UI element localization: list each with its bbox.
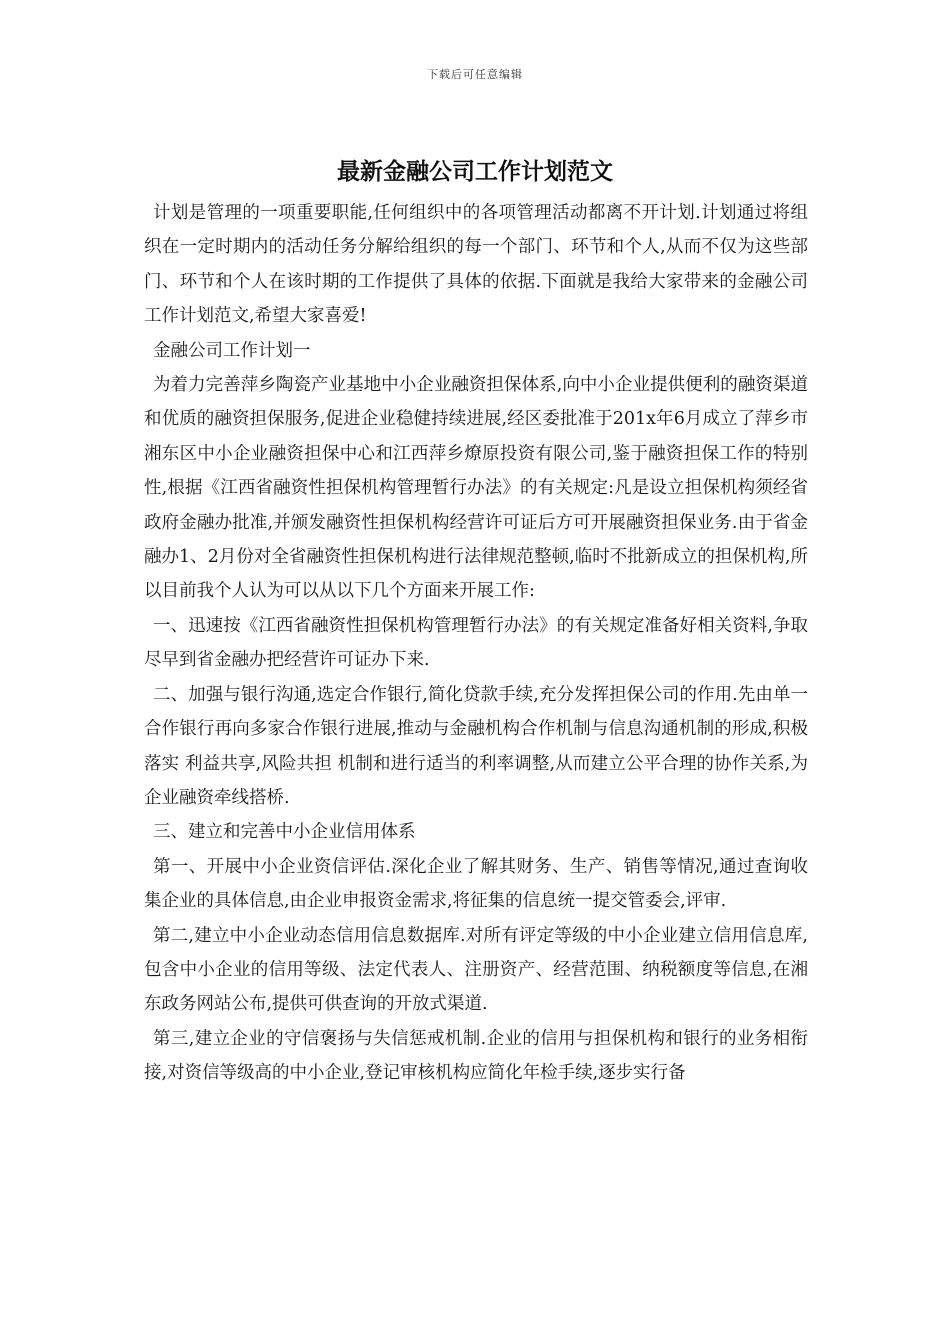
document-title: 最新金融公司工作计划范文 [337, 158, 613, 185]
intro-paragraph: 计划是管理的一项重要职能,任何组织中的各项管理活动都离不开计划.计划通过将组织在一定时期内的活动任务分解给组织的每一个部门、环节和个人,从而不仅为这些部门、环节和个人在该时期的工作提供了具体的依据.下面就是我给大家带来的金融公司工作计划范文,希望大家喜爱! [144, 203, 808, 327]
background-paragraph: 为着力完善萍乡陶瓷产业基地中小企业融资担保体系,向中小企业提供便利的融资渠道和优质的融资担保服务,促进企业稳健持续进展,经区委批准于201x年6月成立了萍乡市湘东区中小企业融资担保中心和江西萍乡燎原投资有限公司,鉴于融资担保工作的特别性,根据《江西省融资性担保机构管理暂行办法》的有关规定:凡是设立担保机构须经省政府金融办批准,并颁发融资性担保机构经营许可证后方可开展融资担保业务.由于省金融办1、2月份对全省融资性担保机构进行法律规范整顿,临时不批新成立的担保机构,所以目前我个人认为可以从以下几个方面来开展工作: [144, 375, 808, 602]
header-note: 下载后可任意编辑 [427, 68, 523, 81]
step-two-paragraph: 第二,建立中小企业动态信用信息数据库.对所有评定等级的中小企业建立信用信息库,包含中小企业的信用等级、法定代表人、注册资产、经营范围、纳税额度等信息,在湘东政务网站公布,提供可供查询的开放式渠道. [144, 925, 808, 1015]
item-one-paragraph: 一、迅速按《江西省融资性担保机构管理暂行办法》的有关规定准备好相关资料,争取尽早到省金融办把经营许可证办下来. [144, 615, 808, 671]
document-body [144, 196, 808, 1091]
step-three-paragraph: 第三,建立企业的守信褒扬与失信惩戒机制.企业的信用与担保机构和银行的业务相衔接,对资信等级高的中小企业,登记审核机构应简化年检手续,逐步实行备 [144, 1028, 808, 1084]
item-three-heading: 三、建立和完善中小企业信用体系 [153, 822, 416, 843]
section-heading-plan-one: 金融公司工作计划一 [153, 340, 311, 361]
item-two-paragraph: 二、加强与银行沟通,选定合作银行,简化贷款手续,充分发挥担保公司的作用.先由单一合作银行再向多家合作银行进展,推动与金融机构合作机制与信息沟通机制的形成,积极落实 利益共享,风险共担 机制和进行适当的利率调整,从而建立公平合理的协作关系,为企业融资牵线搭桥. [144, 684, 808, 808]
step-one-paragraph: 第一、开展中小企业资信评估.深化企业了解其财务、生产、销售等情况,通过查询收集企业的具体信息,由企业申报资金需求,将征集的信息统一提交管委会,评审. [144, 856, 808, 912]
